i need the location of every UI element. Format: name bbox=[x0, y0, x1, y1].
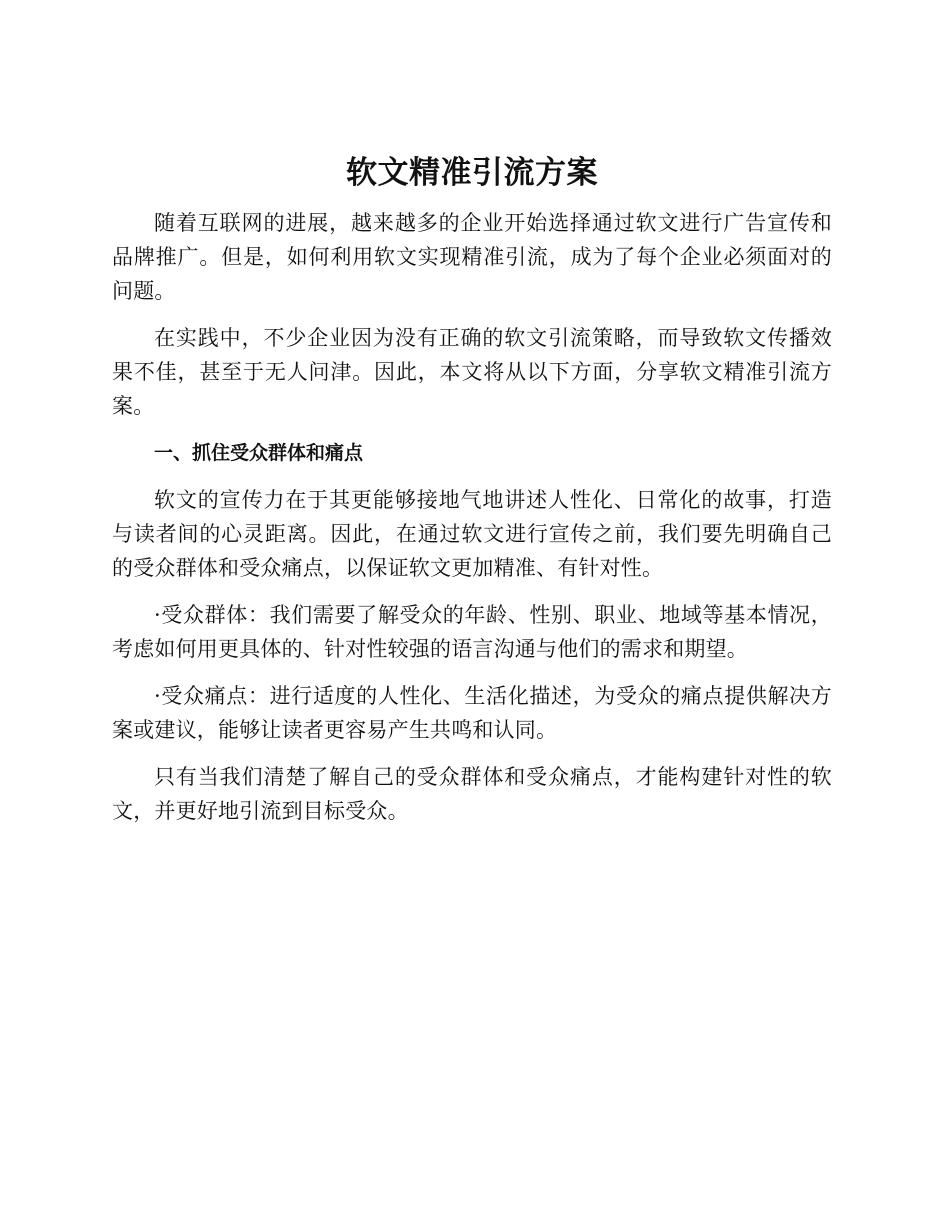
body-paragraph: 软文的宣传力在于其更能够接地气地讲述人性化、日常化的故事，打造与读者间的心灵距离。因此，在通过软文进行宣传之前，我们要先明确自己的受众群体和受众痛点，以保证软文更加精准、有针对性。 bbox=[112, 488, 832, 580]
bullet-paragraph-audience-pain-points: ·受众痛点：进行适度的人性化、生活化描述，为受众的痛点提供解决方案或建议，能够让读者更容易产生共鸣和认同。 bbox=[112, 684, 832, 742]
intro-paragraph: 随着互联网的进展，越来越多的企业开始选择通过软文进行广告宣传和品牌推广。但是，如何利用软文实现精准引流，成为了每个企业必须面对的问题。 bbox=[112, 211, 832, 303]
bullet-paragraph-audience-group: ·受众群体：我们需要了解受众的年龄、性别、职业、地域等基本情况，考虑如何用更具体的、针对性较强的语言沟通与他们的需求和期望。 bbox=[112, 603, 832, 661]
section-heading: 一、抓住受众群体和痛点 bbox=[154, 442, 364, 464]
document-title: 软文精准引流方案 bbox=[346, 155, 598, 191]
document-body bbox=[112, 150, 832, 841]
body-paragraph: 只有当我们清楚了解自己的受众群体和受众痛点，才能构建针对性的软文，并更好地引流到目标受众。 bbox=[112, 765, 832, 823]
intro-paragraph: 在实践中，不少企业因为没有正确的软文引流策略，而导致软文传播效果不佳，甚至于无人问津。因此，本文将从以下方面，分享软文精准引流方案。 bbox=[112, 326, 832, 418]
